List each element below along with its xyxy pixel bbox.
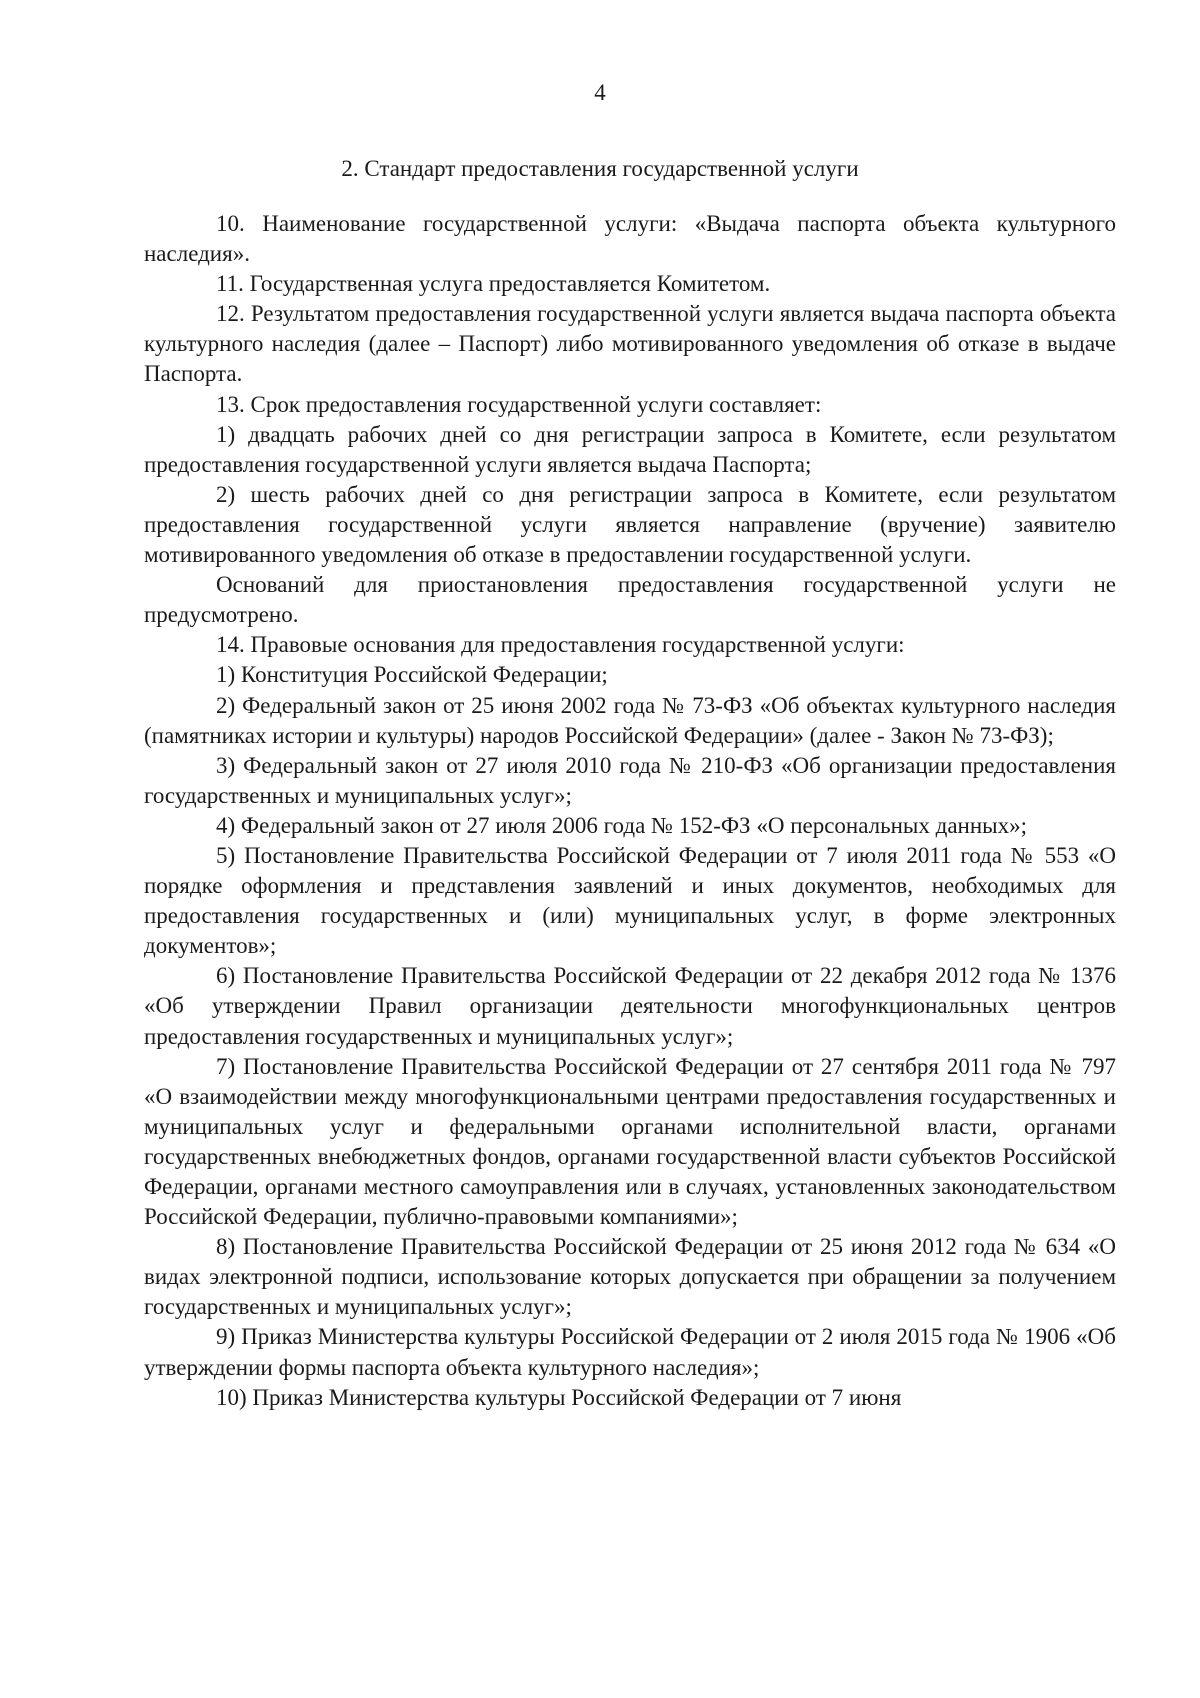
paragraph-14-item-2: 2) Федеральный закон от 25 июня 2002 года № 73-ФЗ «Об объектах культурного наследия (памятниках истории и культуры) народов Российской Федерации» (далее - Закон № 73-ФЗ); bbox=[144, 692, 1116, 748]
paragraph-14-item-10: 10) Приказ Министерства культуры Российской Федерации от 7 июня bbox=[216, 1384, 902, 1410]
paragraph-13-item-2: 2) шесть рабочих дней со дня регистрации запроса в Комитете, если результатом предоставления государственной услуги является направление (вручение) заявителю мотивированного уведомления об отказе в предоставлении государственной услуги. bbox=[144, 481, 1116, 568]
section-title: 2. Стандарт предоставления государственной услуги bbox=[341, 156, 859, 181]
paragraph-13-term: 13. Срок предоставления государственной услуги составляет: bbox=[216, 391, 822, 417]
paragraph-suspension: Оснований для приостановления предоставления государственной услуги не предусмотрено. bbox=[144, 572, 1116, 628]
document-body bbox=[144, 209, 1116, 1413]
paragraph-14-item-9: 9) Приказ Министерства культуры Российской Федерации от 2 июля 2015 года № 1906 «Об утверждении формы паспорта объекта культурного наследия»; bbox=[144, 1324, 1116, 1380]
paragraph-11-provider: 11. Государственная услуга предоставляется Комитетом. bbox=[216, 271, 771, 297]
paragraph-10-service-name: 10. Наименование государственной услуги: «Выдача паспорта объекта культурного наследия». bbox=[144, 211, 1116, 267]
paragraph-14-item-4: 4) Федеральный закон от 27 июля 2006 года № 152-ФЗ «О персональных данных»; bbox=[216, 812, 1027, 838]
page-number: 4 bbox=[594, 80, 606, 105]
paragraph-13-item-1: 1) двадцать рабочих дней со дня регистрации запроса в Комитете, если результатом предоставления государственной услуги является выдача Паспорта; bbox=[144, 421, 1116, 477]
paragraph-14-item-3: 3) Федеральный закон от 27 июля 2010 года № 210-ФЗ «Об организации предоставления государственных и муниципальных услуг»; bbox=[144, 752, 1116, 808]
paragraph-14-item-8: 8) Постановление Правительства Российской Федерации от 25 июня 2012 года № 634 «О видах электронной подписи, использование которых допускается при обращении за получением государственных и муниципальных услуг»; bbox=[144, 1234, 1116, 1320]
paragraph-14-item-1: 1) Конституция Российской Федерации; bbox=[216, 662, 608, 688]
paragraph-14-legal-basis: 14. Правовые основания для предоставления государственной услуги: bbox=[216, 632, 905, 658]
paragraph-12-result: 12. Результатом предоставления государственной услуги является выдача паспорта объекта культурного наследия (далее – Паспорт) либо мотивированного уведомления об отказе в выдаче Паспорта. bbox=[144, 301, 1116, 387]
paragraph-14-item-5: 5) Постановление Правительства Российской Федерации от 7 июля 2011 года № 553 «О порядке оформления и представления заявлений и иных документов, необходимых для предоставления государственных и (или) муниципальных услуг, в форме электронных документов»; bbox=[144, 842, 1116, 959]
paragraph-14-item-6: 6) Постановление Правительства Российской Федерации от 22 декабря 2012 года № 1376 «Об утверждении Правил организации деятельности многофункциональных центров предоставления государственных и муниципальных услуг»; bbox=[144, 963, 1116, 1049]
paragraph-14-item-7: 7) Постановление Правительства Российской Федерации от 27 сентября 2011 года № 797 «О взаимодействии между многофункциональными центрами предоставления государственных и муниципальных услуг и федеральными органами исполнительной власти, органами государственных внебюджетных фондов, органами государственной власти субъектов Российской Федерации, органами местного самоуправления или в случаях, установленных законодательством Российской Федерации, публично-правовыми компаниями»; bbox=[144, 1053, 1116, 1230]
